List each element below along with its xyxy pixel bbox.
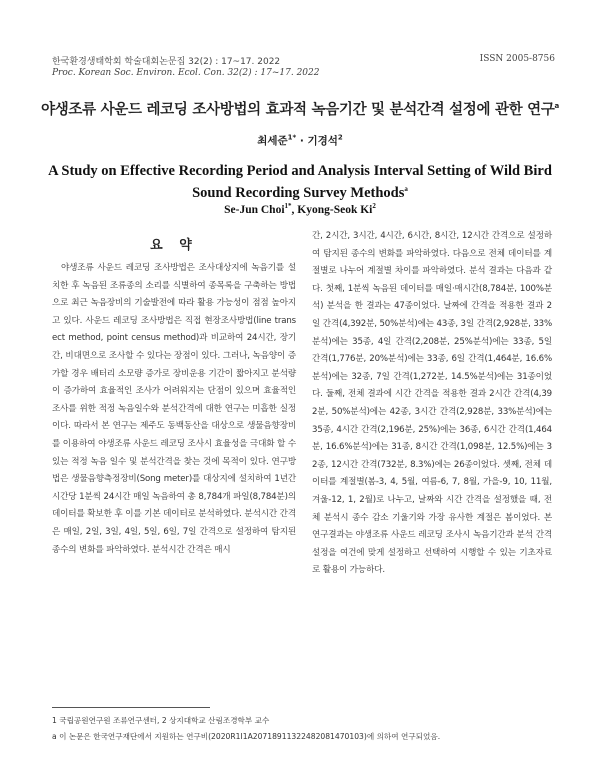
abstract-right-column: 간, 2시간, 3시간, 4시간, 6시간, 8시간, 12시간 간격으로 설정하여 탐지된 종수의 변화를 파악하였다. 다음으로 전체 데이터를 계절별로 나누어 계절별 차이를 파악하였다. 분석 결과는 다음과 같다. 첫째, 1분씩 녹음된 데이터를 매일·매시간(8,784분, 100%분석) 분석을 한 결과는 47종이었다. 날짜에 간격을 적용한 결과 2일 간격(4,392분, 50%분석)에는 43종, 3일 간격(2,928분, 33%분석)에는 35종, 4일 간격(2,208분, 25%분석)에는 33종, 5일 간격(1,776분, 20%분석)에는 33종, 6일 간격(1,464분, 16.6%분석)에는 32종, 7일 간격(1,272분, 14.5%분석)에는 31종이었다. 둘째, 전체 결과에 시간 간격을 적용한 결과 2시간 간격(4,392분, 50%분석)에는 42종, 3시간 간격(2,928분, 33%분석)에는 35종, 4시간 간격(2,196분, 25%)에는 36종, 6시간 간격(1,464분, 16.6%분석)에는 31종, 8시간 간격(1,098분, 12.5%)에는 32종, 12시간 간격(732분, 8.3%)에는 26종이었다. 셋째, 전체 데이터를 계절별(봄-3, 4, 5월, 여름-6, 7, 8월, 가을-9, 10, 11월, 겨울-12, 1, 2월)로 나누고, 날짜와 시간 간격을 설정했을 때, 전체 분석시 종수 감소 기울기와 가장 유사한 계절은 봄이었다. 본 연구결과는 야생조류 사운드 레코딩 조사시 녹음기간과 분석 간격 설정을 여건에 맞게 설정하고 선택하여 시행할 수 있는 기초자료로 활용이 가능하다.	[312, 231, 552, 576]
author-separator-ko: ·	[299, 135, 304, 147]
english-title-sup: a	[404, 185, 408, 194]
footnote-affiliation: 1 국립공원연구원 조류연구센터, 2 상지대학교 산림조경학부 교수	[52, 716, 270, 725]
footnote-divider	[52, 707, 210, 708]
abstract-heading: 요 약	[150, 238, 198, 253]
author-1-ko: 최세준	[257, 135, 288, 147]
author-2-en-sup: 2	[372, 202, 376, 211]
journal-header-en: Proc. Korean Soc. Environ. Ecol. Con. 32(2) : 17~17. 2022	[52, 68, 320, 78]
footnote-funding: a 이 논문은 한국연구재단에서 지원하는 연구비(2020R1I1A2071891132248208147010​3)에 의하여 연구되었음.	[52, 732, 441, 741]
author-1-ko-sup: 1*	[287, 133, 297, 142]
english-title	[40, 160, 560, 204]
author-separator-en: ,	[291, 204, 298, 216]
issn-label: ISSN 2005-8756	[479, 54, 555, 64]
korean-title-text: 야생조류 사운드 레코딩 조사방법의 효과적 녹음기간 및 분석간격 설정에 관한 연구	[41, 102, 555, 118]
korean-authors	[0, 133, 600, 148]
author-2-ko-sup: 2	[337, 133, 343, 142]
author-2-en: Kyong-Seok Ki	[297, 204, 373, 216]
korean-title-sup: a	[554, 102, 559, 111]
author-1-en-sup: 1*	[284, 202, 292, 211]
english-authors	[0, 204, 600, 216]
author-2-ko: 기경석	[307, 135, 338, 147]
journal-header-ko: 한국환경생태학회 학술대회논문집 32(2) : 17~17. 2022	[52, 57, 281, 67]
english-title-text: A Study on Effective Recording Period and Analysis Interval Setting of Wild Bird Sound Recording Survey Methods	[48, 163, 552, 201]
korean-title	[0, 98, 600, 119]
author-1-en: Se-Jun Choi	[224, 204, 285, 216]
abstract-left-column: 야생조류 사운드 레코딩 조사방법은 조사대상지에 녹음기를 설치한 후 녹음된 조류종의 소리를 식별하여 종목록을 구축하는 방법으로 최근 녹음장비의 기술발전에 따라 활용 가능성이 점점 높아지고 있다. 사운드 레코딩 조사방법은 직접 현장조사방법(line transect method, point census method)과 비교하여 24시간, 장기간, 비대면으로 조사할 수 있다는 장점이 있다. 그러나, 녹음양이 증가할 경우 배터리 소모량 증가로 장비운용 기간이 짧아지고 분석량이 증가하여 효율적인 조사가 어려워지는 단점이 있으며 효율적인 조사를 위한 적정 녹음일수와 분석간격에 대한 연구는 미흡한 실정이다. 따라서 본 연구는 제주도 동백동산을 대상으로 생물음향장비를 이용하여 야생조류 사운드 레코딩 조사시 효율성을 극대화 할 수 있는 적정 녹음 일수 및 분석간격을 찾는 것에 목적이 있다. 연구방법은 생물음향측정장비(Song meter)를 대상지에 설치하여 1년간 시간당 1분씩 24시간 매일 녹음하여 총 8,784개 파일(8,784분)의 데이터를 확보한 후 이를 기본 데이터로 분석하였다. 분석시간 간격은 매일, 2일, 3일, 4일, 5일, 6일, 7일 간격으로 설정하여 탐지된 종수의 변화를 파악하였다. 분석시간 간격은 매시	[52, 263, 296, 555]
